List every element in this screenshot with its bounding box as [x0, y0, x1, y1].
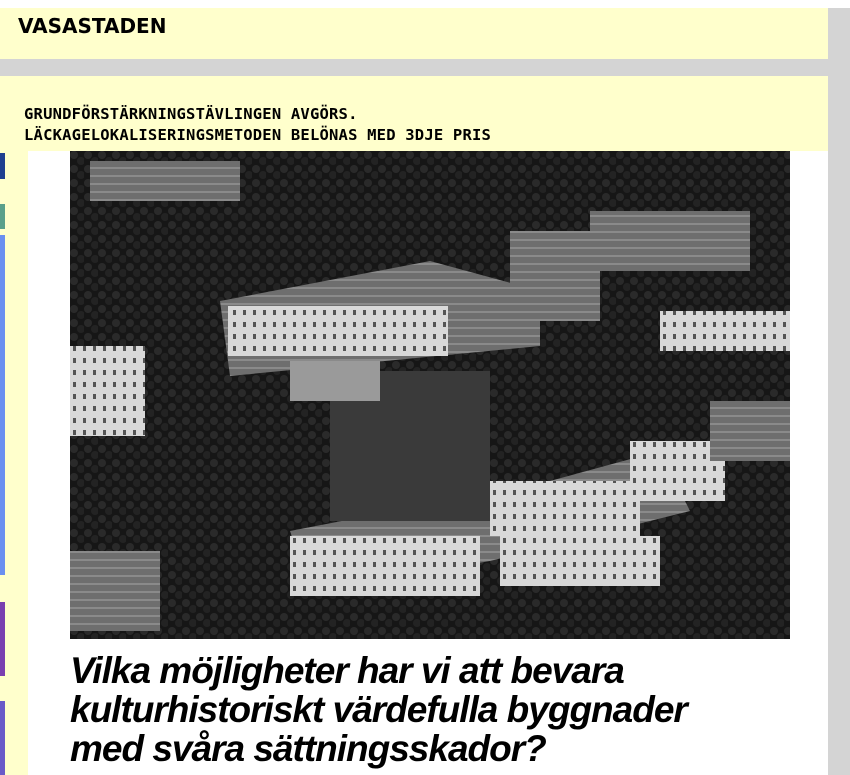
side-strip-1	[0, 153, 5, 179]
headline-line-1: GRUNDFÖRSTÄRKNINGSTÄVLINGEN AVGÖRS.	[24, 105, 358, 123]
page-header	[0, 8, 828, 59]
top-border	[0, 0, 850, 8]
header-separator	[0, 59, 850, 76]
scanned-article-image	[28, 151, 828, 775]
aerial-city-photo	[70, 151, 790, 639]
side-strip-4	[0, 602, 5, 676]
side-strip-5	[0, 701, 5, 775]
side-strip-3	[0, 235, 5, 575]
headline-line-2: LÄCKAGELOKALISERINGSMETODEN BELÖNAS MED 3DJE PRIS	[24, 126, 492, 144]
aerial-photo-illustration	[70, 151, 790, 639]
side-strip-2	[0, 204, 5, 229]
page-title: VASASTADEN	[18, 14, 167, 38]
photo-caption: Vilka möjligheter har vi att bevara kulturhistoriskt värdefulla byggnader med svåra sättningsskador?	[70, 650, 687, 769]
article-headline	[24, 104, 804, 146]
